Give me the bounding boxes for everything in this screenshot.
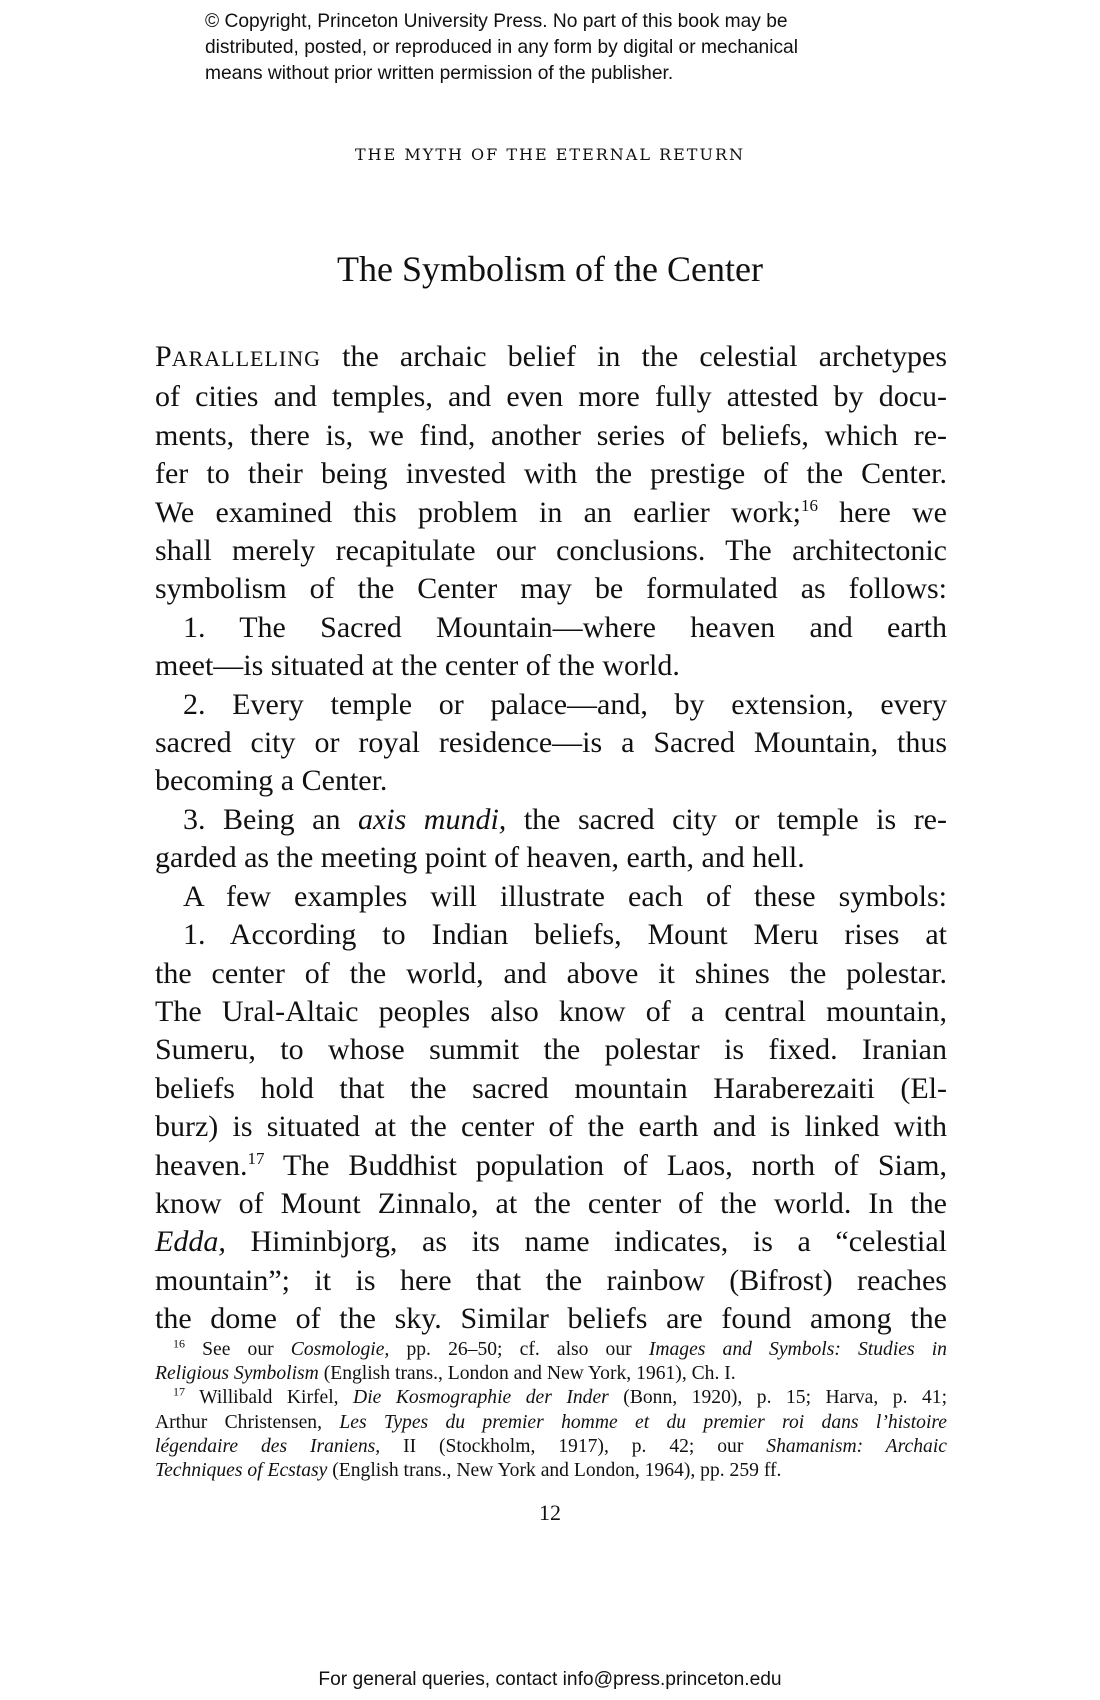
text-line: Edda, Himinbjorg, as its name indicates, is a “celestial — [155, 1225, 947, 1259]
text-line: beliefs hold that the sacred mountain Haraberezaiti (El- — [155, 1071, 947, 1105]
text-line: Sumeru, to whose summit the polestar is fixed. Iranian — [155, 1033, 947, 1067]
text-line: 3. Being an axis mundi, the sacred city or temple is re- — [183, 802, 947, 836]
footnote-17-cont: Arthur Christensen, Les Types du premier homme et du premier roi dans l’histoire — [155, 1411, 948, 1433]
text-line: becoming a Center. — [155, 764, 388, 798]
text-line: ments, there is, we find, another series of beliefs, which re- — [155, 418, 947, 452]
text-line: the dome of the sky. Similar beliefs are found among the — [155, 1302, 947, 1336]
footnote-ref: 17 — [247, 1148, 265, 1168]
text-line: We examined this problem in an earlier work;$^{16}$ here we — [155, 495, 947, 529]
footnote-number: 17 — [173, 1384, 185, 1399]
italic-term: axis mundi, — [357, 802, 507, 836]
footnote-number: 16 — [173, 1336, 185, 1351]
small-caps-word: ARALLELING — [171, 346, 321, 371]
text-line: symbolism of the Center may be formulated as follows: — [155, 572, 947, 606]
copyright-line: © Copyright, Princeton University Press. No part of this book may be — [205, 11, 788, 32]
text-line: 1. The Sacred Mountain—where heaven and earth — [183, 610, 947, 644]
text-line: The Ural-Altaic peoples also know of a central mountain, — [155, 994, 947, 1028]
italic-term: Edda, — [155, 1225, 226, 1259]
copyright-line: means without prior written permission of the publisher. — [205, 63, 674, 84]
text-line: of cities and temples, and even more fully attested by docu- — [155, 380, 947, 414]
footnote-17-cont: Techniques of Ecstasy (English trans., New York and London, 1964), pp. 259 ff. — [155, 1460, 782, 1482]
copyright-notice — [205, 9, 925, 87]
footnote-17-cont: légendaire des Iraniens, II (Stockholm, 1917), p. 42; our Shamanism: Archaic — [155, 1435, 947, 1457]
text-line: meet—is situated at the center of the world. — [155, 649, 680, 683]
small-caps-initial: P — [155, 340, 172, 373]
footnote-17: $^{17}$ Willibald Kirfel, Die Kosmographie der Inder (Bonn, 1920), p. 15; Harva, p. 41; — [173, 1384, 948, 1409]
text-line: shall merely recapitulate our conclusions. The architectonic — [155, 534, 947, 568]
text-line: PARALLELING the archaic belief in the celestial archetypes — [155, 340, 947, 373]
footer-contact: For general queries, contact info@press.princeton.edu — [318, 1669, 782, 1690]
footnote-16-cont: Religious Symbolism (English trans., London and New York, 1961), Ch. I. — [155, 1363, 736, 1385]
section-title: The Symbolism of the Center — [337, 249, 763, 289]
running-head: THE MYTH OF THE ETERNAL RETURN — [354, 145, 745, 164]
text-line: know of Mount Zinnalo, at the center of the world. In the — [155, 1186, 947, 1220]
page-number: 12 — [539, 1500, 561, 1525]
text-line: the center of the world, and above it shines the polestar. — [155, 956, 947, 990]
text-line: A few examples will illustrate each of these symbols: — [183, 879, 947, 913]
footnotes — [155, 1338, 947, 1483]
text-line: garded as the meeting point of heaven, earth, and hell. — [155, 841, 805, 875]
text-line: 2. Every temple or palace—and, by extension, every — [183, 687, 947, 721]
footnote-16: $^{16}$ See our Cosmologie, pp. 26–50; cf. also our Images and Symbols: Studies in — [173, 1336, 947, 1360]
text-line: burz) is situated at the center of the earth and is linked with — [155, 1110, 947, 1144]
footnote-ref: 16 — [800, 495, 818, 515]
text-line: fer to their being invested with the prestige of the Center. — [155, 457, 947, 491]
text-line: heaven.$^{17}$ The Buddhist population of Laos, north of Siam, — [155, 1148, 947, 1182]
body-text — [155, 338, 947, 1339]
copyright-line: distributed, posted, or reproduced in any form by digital or mechanical — [205, 37, 798, 58]
text-line: mountain”; it is here that the rainbow (Bifrost) reaches — [155, 1263, 947, 1297]
text-line: sacred city or royal residence—is a Sacred Mountain, thus — [155, 726, 947, 760]
text-line: 1. According to Indian beliefs, Mount Meru rises at — [183, 918, 947, 952]
